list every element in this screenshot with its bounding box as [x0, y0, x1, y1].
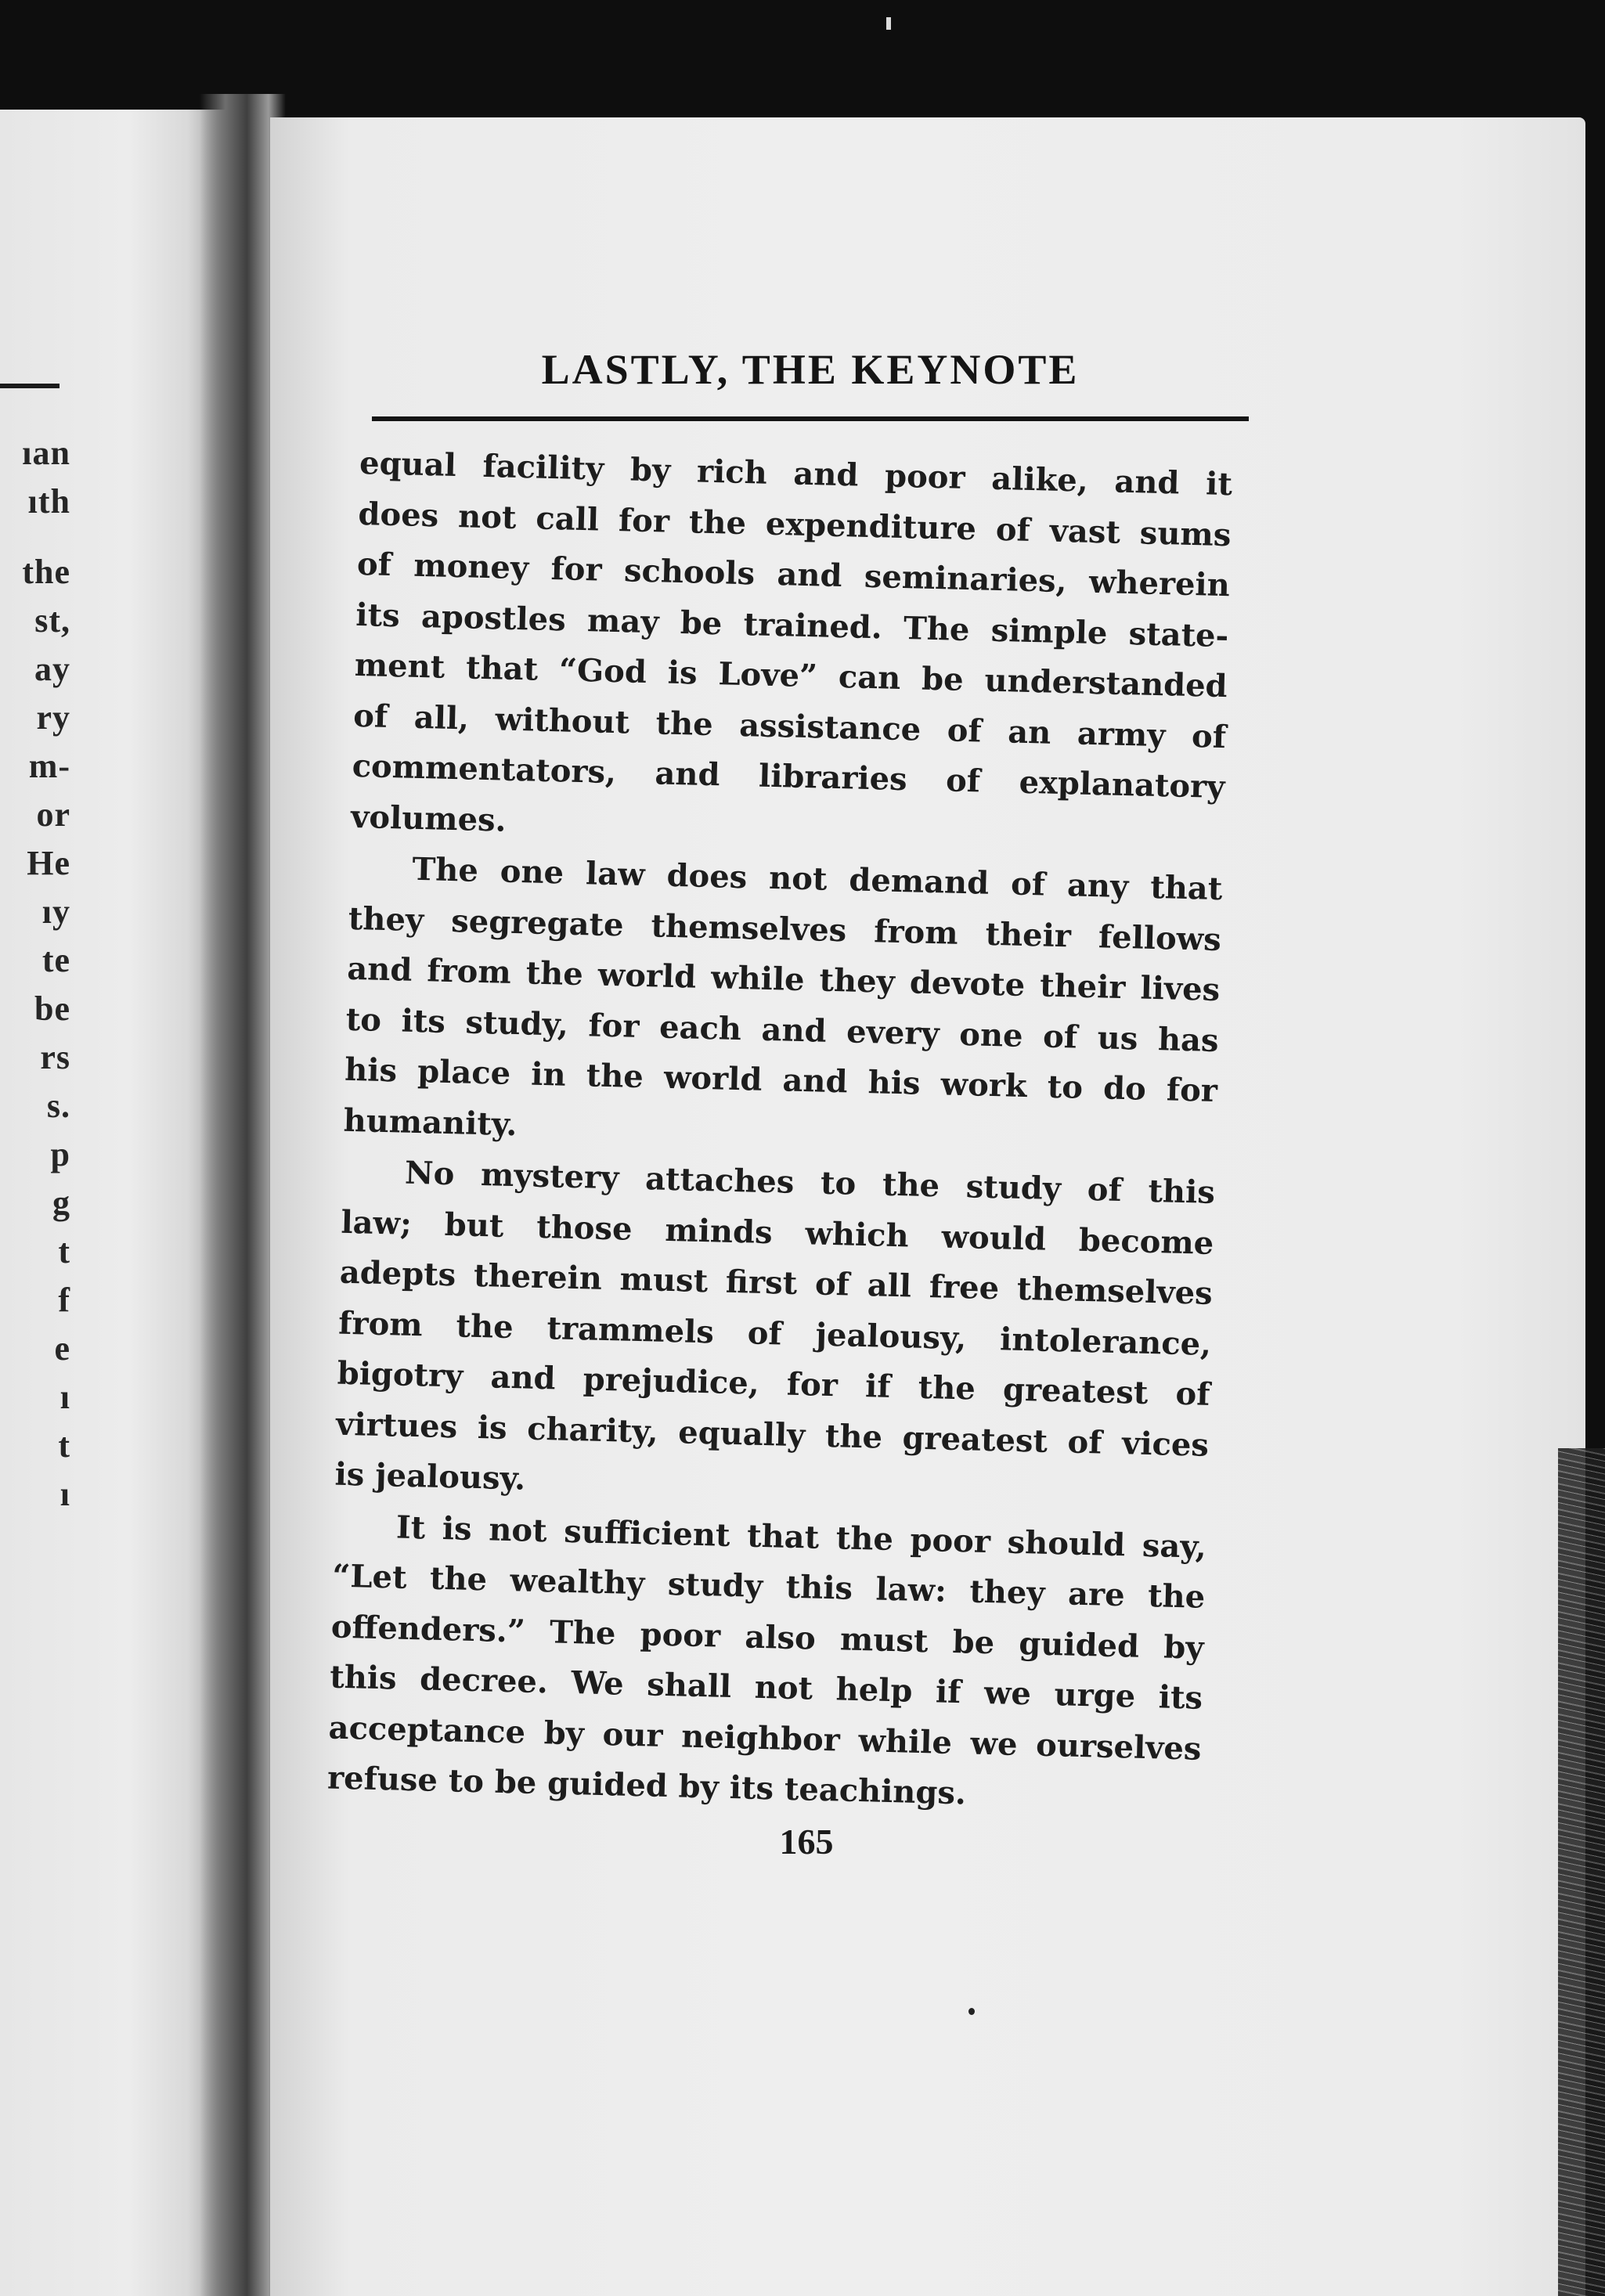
left-fragment: ay	[34, 650, 70, 688]
text-line: commentators, and libraries of explanatory	[352, 747, 1226, 806]
paragraph-4	[326, 1501, 1206, 1825]
paragraph-1	[350, 438, 1232, 863]
text-line: this decree. We shall not help if we urge its	[329, 1658, 1203, 1717]
scan-speck	[968, 2008, 975, 2015]
left-page-header-rule	[0, 384, 60, 388]
left-fragment: ıy	[41, 892, 70, 931]
left-fragment: e	[54, 1329, 70, 1368]
text-line: and from the world while they devote their lives	[346, 950, 1221, 1009]
left-fragment: te	[41, 941, 70, 979]
scanner-edge	[1558, 1448, 1605, 2296]
text-line: ment that “God is Love” can be understanded	[354, 646, 1228, 705]
text-line: of all, without the assistance of an army of	[352, 697, 1227, 755]
left-fragment: ı	[60, 1475, 70, 1513]
text-line: refuse to be guided by its teachings.	[326, 1759, 967, 1812]
text-line: volumes.	[350, 798, 507, 839]
text-line: from the trammels of jealousy, intolerance,	[337, 1304, 1212, 1363]
body-text	[326, 438, 1232, 1826]
page-number: 165	[779, 1822, 834, 1862]
text-line: its apostles may be trained. The simple state-	[355, 596, 1229, 654]
left-fragment: ıan	[22, 434, 70, 472]
text-line: acceptance by our neighbor while we ourselves	[328, 1709, 1203, 1768]
left-fragment: be	[34, 989, 70, 1028]
text-line: humanity.	[343, 1101, 518, 1143]
left-page-text-fragments	[0, 429, 70, 1519]
text-line: to its study, for each and every one of us has	[345, 1000, 1220, 1059]
text-line: equal facility by rich and poor alike, and it	[359, 444, 1233, 503]
text-line: It is not sufficient that the poor should say,	[395, 1508, 1207, 1566]
left-fragment: m-	[28, 747, 70, 785]
text-line: No mystery attaches to the study of this	[404, 1154, 1216, 1211]
left-fragment: ı	[60, 1378, 70, 1416]
text-line: is jealousy.	[334, 1455, 526, 1498]
text-line: does not call for the expenditure of vast sums	[358, 495, 1232, 553]
text-line: they segregate themselves from their fellows	[348, 899, 1222, 958]
left-fragment: He	[27, 844, 70, 882]
header-rule	[372, 416, 1249, 421]
left-fragment: or	[36, 795, 70, 834]
left-fragment: g	[52, 1184, 70, 1222]
text-line: The one law does not demand of any that	[412, 850, 1223, 908]
left-fragment: ıth	[27, 482, 70, 521]
text-line: bigotry and prejudice, for if the greatest of	[337, 1354, 1211, 1413]
left-fragment: rs	[40, 1038, 70, 1076]
paragraph-2	[343, 843, 1223, 1167]
left-fragment: p	[50, 1135, 70, 1173]
running-head: LASTLY, THE KEYNOTE	[541, 346, 1080, 393]
paragraph-3	[334, 1147, 1216, 1522]
text-line: law; but those minds which would become	[340, 1203, 1214, 1262]
text-line: “Let the wealthy study this law: they are the	[331, 1557, 1206, 1616]
scan-speck	[886, 17, 891, 30]
left-fragment: ry	[36, 698, 70, 737]
left-fragment: st,	[34, 601, 70, 640]
text-line: his place in the world and his work to do for	[344, 1051, 1218, 1109]
text-line: adepts therein must first of all free themselves	[339, 1253, 1214, 1312]
text-line: virtues is charity, equally the greatest of vices	[335, 1405, 1210, 1464]
text-line: offenders.” The poor also must be guided by	[330, 1608, 1205, 1667]
left-fragment: t	[58, 1426, 70, 1465]
left-fragment: f	[58, 1281, 70, 1319]
text-line: of money for schools and seminaries, wherein	[356, 545, 1231, 604]
left-fragment: s.	[46, 1087, 70, 1125]
left-fragment: t	[58, 1232, 70, 1271]
left-fragment: the	[22, 553, 70, 591]
